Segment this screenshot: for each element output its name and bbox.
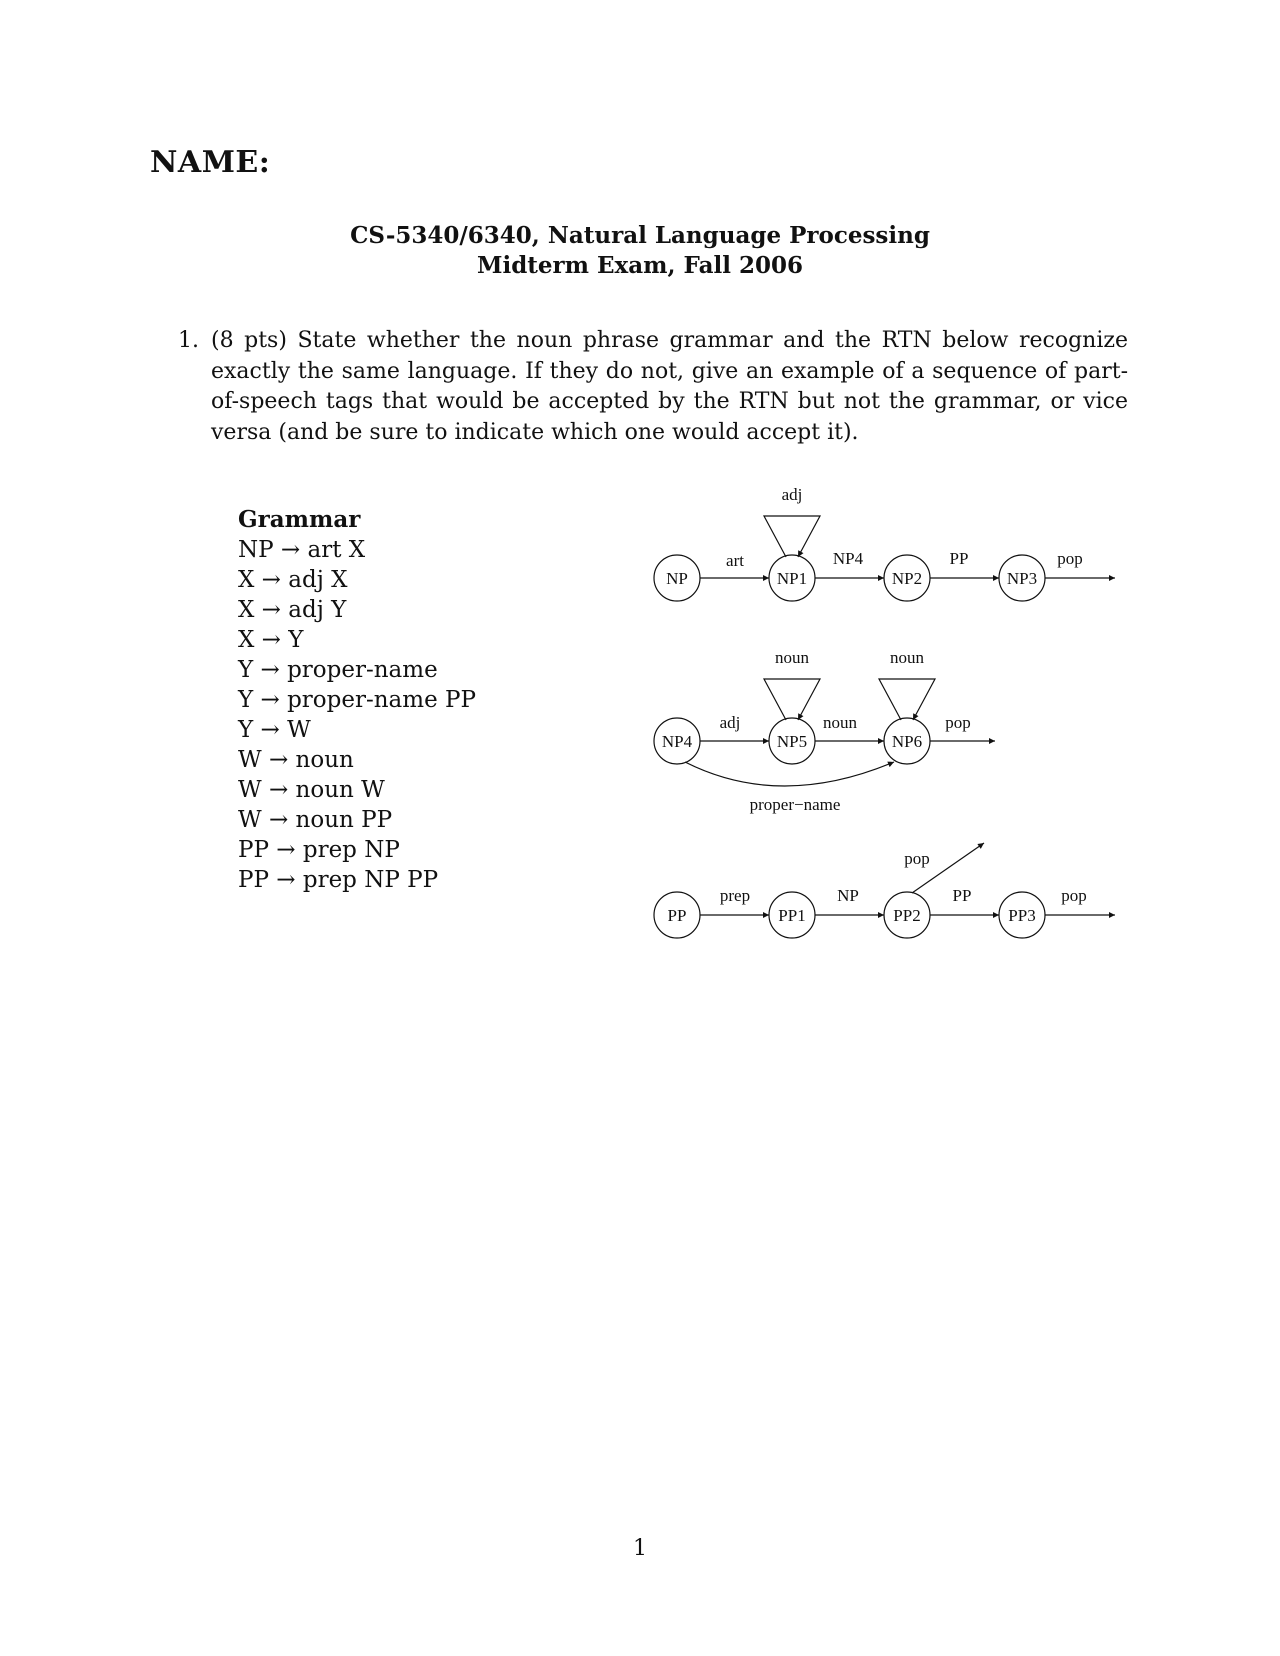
arc-label: NP4 bbox=[832, 549, 864, 568]
arc-label: proper−name bbox=[749, 795, 841, 814]
arc-label: art bbox=[726, 551, 744, 570]
grammar-rule: Y → W bbox=[238, 717, 311, 743]
arc-label: adj bbox=[781, 485, 803, 504]
rtn-loop bbox=[764, 679, 820, 720]
grammar-rule: Y → proper-name PP bbox=[238, 687, 476, 713]
question-number: 1. bbox=[178, 328, 199, 353]
arc-label: noun bbox=[823, 713, 857, 732]
node-label: PP3 bbox=[1008, 906, 1036, 925]
question-text: (8 pts) State whether the noun phrase grammar and the RTN below recognize exactly the same language. If they do not, give an example of a sequence of part-of-speech tags that would be accepted by the RTN but not the grammar, or vice versa (and be sure to indicate which one would accept it). bbox=[211, 328, 1128, 445]
np-network bbox=[654, 485, 1115, 601]
node-label: PP2 bbox=[893, 906, 921, 925]
arc-label: NP bbox=[837, 886, 859, 905]
arc-label: pop bbox=[945, 713, 971, 732]
rtn-diagram bbox=[640, 470, 1120, 940]
grammar-rule: W → noun W bbox=[238, 777, 385, 803]
node-label: NP4 bbox=[661, 732, 693, 751]
node-label: PP1 bbox=[778, 906, 806, 925]
node-label: NP3 bbox=[1006, 569, 1038, 588]
exam-subtitle: Midterm Exam, Fall 2006 bbox=[477, 252, 803, 279]
grammar-rule: PP → prep NP PP bbox=[238, 867, 439, 893]
grammar-title: Grammar bbox=[238, 506, 361, 533]
grammar-rule: NP → art X bbox=[238, 537, 366, 563]
arc-label: PP bbox=[952, 886, 972, 905]
grammar-rule: X → adj X bbox=[238, 567, 348, 593]
node-label: NP2 bbox=[891, 569, 923, 588]
rtn-loop bbox=[764, 516, 820, 557]
arc-label: pop bbox=[1061, 886, 1087, 905]
arc-label: pop bbox=[1057, 549, 1083, 568]
pp-network bbox=[654, 843, 1115, 938]
arc-label: noun bbox=[890, 648, 924, 667]
node-label: PP bbox=[667, 906, 687, 925]
arc-label: adj bbox=[719, 713, 741, 732]
grammar-rule: W → noun PP bbox=[238, 807, 393, 833]
grammar-rule: X → adj Y bbox=[238, 597, 347, 623]
grammar-rule: X → Y bbox=[238, 627, 304, 653]
grammar-rule: W → noun bbox=[238, 747, 354, 773]
np4-network bbox=[654, 648, 995, 814]
grammar-rule: PP → prep NP bbox=[238, 837, 400, 863]
grammar-rule: Y → proper-name bbox=[238, 657, 438, 683]
question-1 bbox=[178, 326, 1128, 448]
rtn-arc-curved bbox=[685, 762, 894, 786]
name-label: NAME: bbox=[150, 145, 271, 180]
node-label: NP5 bbox=[776, 732, 808, 751]
arc-label: prep bbox=[719, 886, 751, 905]
arc-label: PP bbox=[949, 549, 969, 568]
node-label: NP bbox=[666, 569, 688, 588]
node-label: NP6 bbox=[891, 732, 923, 751]
grammar-block bbox=[238, 505, 476, 895]
arc-label: noun bbox=[775, 648, 809, 667]
rtn-loop bbox=[879, 679, 935, 720]
page-number: 1 bbox=[633, 1536, 647, 1561]
arc-label: pop bbox=[904, 849, 930, 868]
node-label: NP1 bbox=[776, 569, 808, 588]
exam-title: CS-5340/6340, Natural Language Processing bbox=[350, 222, 930, 249]
